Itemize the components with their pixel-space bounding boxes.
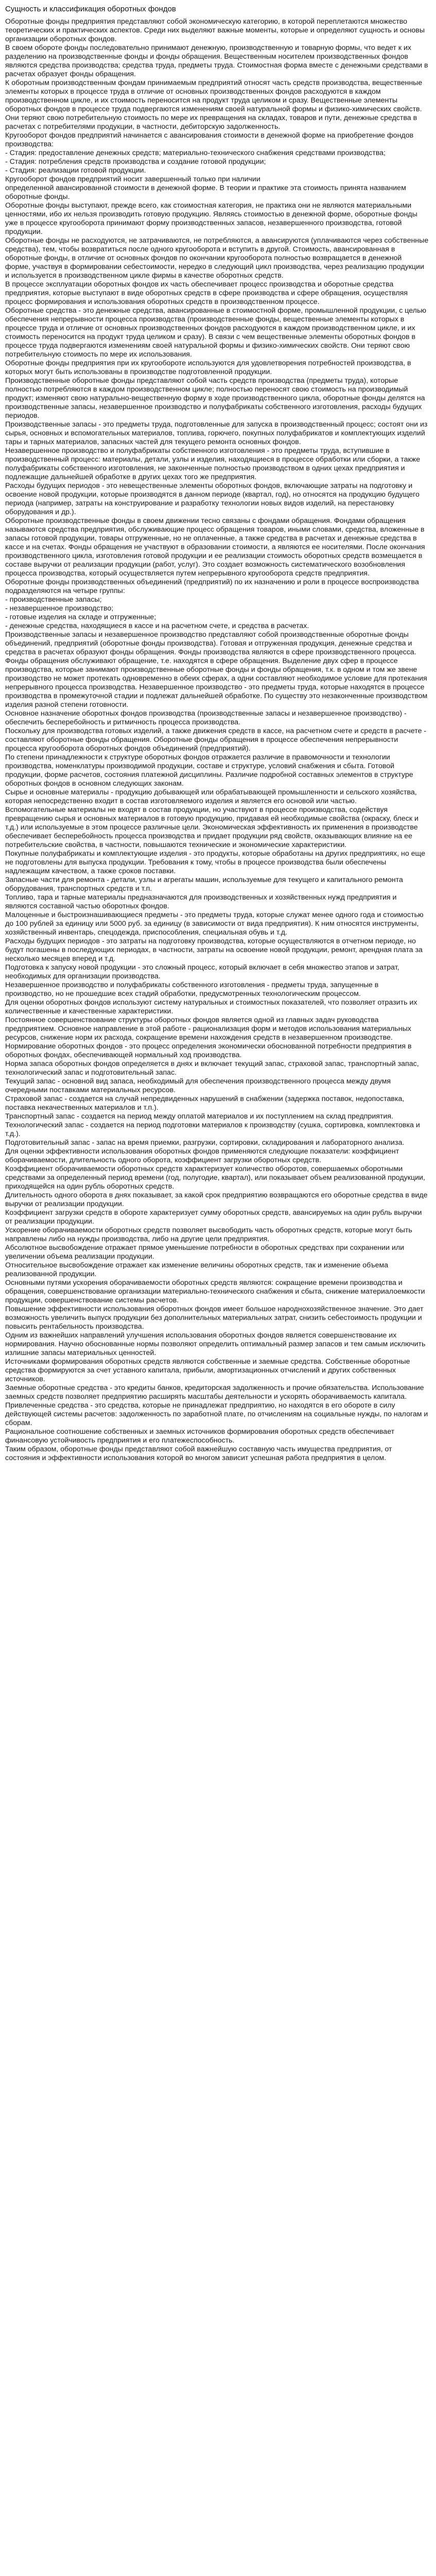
article-paragraph: - готовые изделия на складе и отгруженные; bbox=[5, 613, 156, 621]
article-paragraph: К оборотным производственным фондам принимаемым предприятий относят часть средств производства, вещественные элементы которых в процессе труда в отличие от основных производственных фондов расходуются в каждом производственном цикле, и их стоимость переносится на продукт труда целиком и сразу. Вещественные элементы оборотных фондов в процессе труда подвергаются изменениям своей натуральной формы и физико-химических свойств. Они теряют свою потребительную стоимость по мере их превращения на складах, товаров и пути, денежные средства в расчетах с потребителями продукции, в частности, дебиторскую задолженность. bbox=[5, 78, 423, 131]
article-paragraph: Производственные запасы и незавершенное производство представляют собой производственные оборотные фонды объединений, предприятий (оборотные фонды производства). Готовая и отгруженная продукция, денежные средства и средства в расчетах образуют фонды обращения. Фонды производства являются в сфере производственного процесса. Фонды обращения обслуживают обращение, т.е. находятся в сфере обращения. Выделение двух сфер в процессе производства, которые занимают производственные оборотные фонды и фонды обращения, т.к. в одном и том же звене производство не может протекать одновременно в обеих сферах, а одни составляют необходимое условие для протекания непрерывного процесса производства. Незавершенное производство - это предметы труда, которые находятся в процессе производства в промежуточной стадии и подлежат дальнейшей обработке. По существу это незаконченные производством изделия разной степени готовности. bbox=[5, 630, 428, 709]
article-paragraph: - Стадия: потребления средств производства и создание готовой продукции; bbox=[5, 157, 266, 166]
article-paragraph: Текущий запас - основной вид запаса, необходимый для обеспечения производственного процесса между двумя очередными поставками материальных ресурсов. bbox=[5, 1077, 391, 1094]
article-paragraph: - денежные средства, находящиеся в кассе и на расчетном счете, и средства в расчетах. bbox=[5, 621, 309, 630]
article-paragraph: Таким образом, оборотные фонды представляют собой важнейшую составную часть имущества предприятия, от состояния и эффективности использования которой во многом зависит успешная работа предприятия в целом. bbox=[5, 1445, 392, 1462]
article-paragraph: Страховой запас - создается на случай непредвиденных нарушений в снабжении (задержка поставок, недопоставка, поставка некачественных материалов и т.п.). bbox=[5, 1094, 405, 1112]
article-paragraph: Оборотные фонды предприятия представляют собой экономическую категорию, в которой переплетаются множество теоретических и практических аспектов. Среди них выделяют важные моменты, которые и определяют сущность и основы организации оборотных фондов. bbox=[5, 17, 425, 43]
article-paragraph: Транспортный запас - создается на период между оплатой материалов и их поступлением на склад предприятия. bbox=[5, 1112, 393, 1121]
article-paragraph: Оборотные производственные фонды в своем движении тесно связаны с фондами обращения. Фондами обращения называются средства предприятия, обслуживающие процесс обращения товаров, иными словами, средства, вложенные в запасы готовой продукции, товары отгруженные, но не оплаченные, а также средства в расчетах и денежные средства в кассе и на счетах. Фонды обращения не участвуют в образовании стоимости, а являются ее носителями. После окончания производственного цикла, изготовления готовой продукции и ее реализации стоимость оборотных средств возмещается в составе выручки от реализации продукции (работ, услуг). Это создает возможность систематического возобновления процесса производства, который осуществляется путем непрерывного кругооборота средств предприятия. bbox=[5, 516, 425, 578]
article-paragraph: Основными путями ускорения оборачиваемости оборотных средств являются: сокращение времени производства и обращения, совершенствование организации материально-технического снабжения и сбыта, снижение материалоемкости продукции, совершенствование системы расчетов. bbox=[5, 1278, 425, 1304]
article-paragraph: Оборотные фонды предприятия при их кругообороте используются для удовлетворения потребностей производства, в которых могут быть использованы в производстве подготовленной продукции. bbox=[5, 359, 411, 376]
article-paragraph: В процессе эксплуатации оборотных фондов их часть обеспечивает процесс производства и оборотные средства предприятия, которые выступают в виде оборотных средств в сфере производства и сфере обращения, осуществляя процесс формирования и использования оборотных средств в производственном процессе. bbox=[5, 280, 408, 306]
article-paragraph: Заемные оборотные средства - это кредиты банков, кредиторская задолженность и прочие обязательства. Использование заемных средств позволяет предприятию расширять масштабы деятельности и ускорять оборачиваемость капитала. bbox=[5, 1383, 424, 1401]
article-paragraph: Источниками формирования оборотных средств являются собственные и заемные средства. Собственные оборотные средства формируются за счет уставного капитала, прибыли, амортизационных отчислений и других собственных источников. bbox=[5, 1357, 410, 1383]
article-paragraph: Коэффициент загрузки средств в обороте характеризует сумму оборотных средств, авансируемых на один рубль выручки от реализации продукции. bbox=[5, 1208, 422, 1226]
article-paragraph: - Стадия: реализации готовой продукции. bbox=[5, 166, 146, 175]
article-paragraph: Оборотные средства - это денежные средства, авансированные в стоимостной форме, промышленной продукции, с целью обеспечения непрерывности процесса производства (производственные фонды, вещественные элементы которых в процессе труда и отличие от основных производственных фондов расходуются в каждом производственном цикле, и их стоимость переносится на продукт труда целиком и сразу). В связи с чем вещественные элементы оборотных фондов в процессе труда подвергаются изменениям своей натуральной формы и физико-химических свойств. Они теряют свою потребительную стоимость по мере их использования. bbox=[5, 306, 426, 359]
article-paragraph: Кругооборот фондов предприятий носит завершенный только при наличии bbox=[5, 175, 260, 183]
article-paragraph: Оборотные фонды производственных объединений (предприятий) по их назначению и роли в процессе воспроизводства подразделяются на четыре группы: bbox=[5, 578, 419, 595]
article-paragraph: Покупные полуфабрикаты и комплектующие изделия - это продукты, которые обработаны на других предприятиях, но еще не подготовлены для выпуска продукции. Требования к тому, чтобы в процессе производства были обеспечены надлежащим качеством, а также сроков поставки. bbox=[5, 849, 425, 875]
article-paragraph: определенной авансированной стоимости в денежной форме. В теории и практике эта стоимость принята названием оборотные фонды. bbox=[5, 183, 406, 201]
article-paragraph: Повышение эффективности использования оборотных фондов имеет большое народнохозяйственное значение. Это дает возможность увеличить выпуск продукции без дополнительных материальных затрат, снизить себестоимость продукции и повысить рентабельность производства. bbox=[5, 1304, 424, 1331]
article-body bbox=[5, 18, 429, 1463]
article-paragraph: Коэффициент оборачиваемости оборотных средств характеризует количество оборотов, совершаемых оборотными средствами за определенный период времени (год, полугодие, квартал), или показывает объем реализованной продукции, приходящейся на один рубль оборотных средств. bbox=[5, 1164, 425, 1191]
article-paragraph: - производственные запасы; bbox=[5, 595, 102, 604]
article-paragraph: Для оценки эффективности использования оборотных фондов применяются следующие показатели: коэффициент оборачиваемости, длительность одного оборота, коэффициент загрузки оборотных средств. bbox=[5, 1147, 399, 1164]
article-paragraph: Ускорение оборачиваемости оборотных средств позволяет высвободить часть оборотных средств, которые могут быть направлены либо на нужды производства, либо на другие цели предприятия. bbox=[5, 1226, 412, 1243]
article-paragraph: Поскольку для производства готовых изделий, а также движения средств в кассе, на расчетном счете и средств в расчете - составляют оборотные фонды обращения. Оборотные фонды обращения в процессе обеспечения непрерывности процесса кругооборота оборотных фондов объединений (предприятий). bbox=[5, 726, 427, 753]
article-paragraph: Незавершенное производство и полуфабрикаты собственного изготовления - предметы труда, запущенные в производство, но не прошедшие всех стадий обработки, предусмотренных технологическим процессом. bbox=[5, 980, 379, 998]
article-paragraph: Одним из важнейших направлений улучшения использования оборотных фондов является совершенствование их нормирования. Научно обоснованные нормы позволяют определить оптимальный размер запасов и тем самым исключить излишние запасы материальных ценностей. bbox=[5, 1331, 426, 1357]
article-paragraph: Основное назначение оборотных фондов производства (производственные запасы и незавершенное производство) - обеспечить бесперебойность и ритмичность процесса производства. bbox=[5, 709, 407, 726]
article-paragraph: Производственные оборотные фонды представляют собой часть средств производства (предметы труда), которые полностью потребляются в каждом производственном цикле; полностью переносят свою стоимость на производимый продукт; изменяют свою натурально-вещественную форму в ходе производственного цикла, оборотные фонды делятся на производственные запасы, незавершенное производство и полуфабрикаты собственного изготовления, расходы будущих периодов. bbox=[5, 376, 425, 420]
article-paragraph: Расходы будущих периодов - это затраты на подготовку производства, которые осуществляются в отчетном периоде, но будут погашены в последующих периодах, в частности, затраты на освоение новой продукции, ремонт, арендная плата за несколько месяцев вперед и т.д. bbox=[5, 937, 423, 963]
article-paragraph: Оборотные фонды выступают, прежде всего, как стоимостная категория, не практика они не являются материальными ценностями, ибо их нельзя производить готовую продукцию. Являясь стоимостью в денежной форме, оборотные фонды уже в процессе кругооборота принимают форму производственных запасов, незавершенного производства, готовой продукции. bbox=[5, 201, 417, 236]
article-paragraph: Запасные части для ремонта - детали, узлы и агрегаты машин, используемые для текущего и капитального ремонта оборудования, транспортных средств и т.п. bbox=[5, 875, 403, 893]
article-paragraph: Расходы будущих периодов - это невещественные элементы оборотных фондов, включающие затраты на подготовку и освоение новой продукции, которые производятся в данном периоде (квартал, год), но относятся на продукцию будущего периода (например, затраты на конструирование и разработку технологии новых видов изделий, на перестановку оборудования и др.). bbox=[5, 481, 420, 516]
article-paragraph: Относительное высвобождение отражает как изменение величины оборотных средств, так и изменение объема реализованной продукции. bbox=[5, 1261, 389, 1278]
article-paragraph: Сырье и основные материалы - продукцию добывающей или обрабатывающей промышленности и сельского хозяйства, которая непосредственно входит в состав изготовляемого изделия и является его основой или частью. bbox=[5, 788, 417, 805]
article-paragraph: - незавершенное производство; bbox=[5, 604, 114, 613]
article-paragraph: Производственные запасы - это предметы труда, подготовленные для запуска в производственный процесс; состоят они из сырья, основных и вспомогательных материалов, топлива, горючего, покупных полуфабрикатов и комплектующих изделий тары и тарных материалов, запасных частей для текущего ремонта основных фондов. bbox=[5, 420, 428, 446]
article-paragraph: Вспомогательные материалы не входят в состав продукции, но участвуют в процессе производства, содействуя превращению сырья и основных материалов в готовую продукцию, придавая ей необходимые свойства (окраску, блеск и т.д.) или используемые в этом процессе различные цели. Экономическая эффективность их применения в производстве обеспечивает бесперебойность процесса производства и придает продукции ряд свойств, оказывающих влияние на ее потребительские свойства, в частности, повышаются технические и экономические характеристики. bbox=[5, 805, 418, 849]
article-paragraph: Для оценки оборотных фондов используют систему натуральных и стоимостных показателей, что позволяет отразить их количественные и качественные характеристики. bbox=[5, 998, 417, 1015]
article-paragraph: Топливо, тара и тарные материалы предназначаются для производственных и хозяйственных нужд предприятия и являются составной частью оборотных фондов. bbox=[5, 893, 397, 910]
article-paragraph: Малоценные и быстроизнашивающиеся предметы - это предметы труда, которые служат менее одного года и стоимостью до 100 рублей за единицу или 5000 руб. за единицу (в зависимости от вида предприятия). К ним относятся инструменты, хозяйственный инвентарь, спецодежда, приспособления, специальная обувь и т.д. bbox=[5, 910, 424, 937]
article-paragraph: В своем обороте фонды последовательно принимают денежную, производственную и товарную формы, что ведет к их разделению на производственные фонды и фонды обращения. Вещественным носителем производственных фондов являются средства производства; средства труда, предметы труда. Стоимостная форма вместе с денежными средствами в расчетах образует фонды обращения. bbox=[5, 43, 428, 78]
article-paragraph: Незавершенное производство и полуфабрикаты собственного изготовления - это предметы труда, вступившие в производственный процесс: материалы, детали, узлы и изделия, находящиеся в процессе обработки или сборки, а также полуфабрикаты собственного изготовления, не законченные полностью производством в одних цехах предприятия и подлежащие дальнейшей обработке в других цехах того же предприятия. bbox=[5, 446, 421, 481]
article-paragraph: Привлеченные средства - это средства, которые не принадлежат предприятию, но находятся в его обороте в силу действующей системы расчетов: задолженность по заработной плате, по отчислениям на социальные нужды, по налогам и сборам. bbox=[5, 1401, 428, 1427]
article-paragraph: По степени принадлежности к структуре оборотных фондов отражается различие в правомочности и технологии производства, номенклатуры производимой продукции, составе и структуре, условий снабжения и сбыта. Готовой продукции, форме расчетов, состояния платежной дисциплины. Различие подробной составных элементов в структуре оборотных фондов в основном следующих законам. bbox=[5, 753, 413, 788]
article-paragraph: Подготовительный запас - запас на время приемки, разгрузки, сортировки, складирования и лабораторного анализа. bbox=[5, 1138, 405, 1147]
article-paragraph: - Стадия: предоставление денежных средств; материально-технического снабжения средствами производства; bbox=[5, 148, 386, 157]
article-paragraph: Технологический запас - создается на период подготовки материалов к производству (сушка, сортировка, комплектовка и т.д.). bbox=[5, 1121, 420, 1138]
article-paragraph: Постоянное совершенствование структуры оборотных фондов является одной из главных задач руководства предприятием. Основное направление в этой работе - рационализация форм и методов использования материальных ресурсов, снижение норм их расхода, сокращение времени нахождения средств в незавершенном производстве. bbox=[5, 1015, 411, 1042]
article-paragraph: Длительность одного оборота в днях показывает, за какой срок предприятию возвращаются его оборотные средства в виде выручки от реализации продукции. bbox=[5, 1191, 428, 1208]
article-paragraph: Оборотные фонды не расходуются, не затрачиваются, не потребляются, а авансируются (уплачиваются через собственные средства), тем, чтобы возвратиться после одного кругооборота и вступить в другой. Стоимость, авансированная в оборотные фонды, в отличие от основных фондов по окончании кругооборота полностью возвращается в денежной форме, участвуя в формировании себестоимости, нередко в следующий цикл производства, через реализацию продукции и используется в производственном цикле фирмы в качестве оборотных средств. bbox=[5, 236, 429, 280]
article-paragraph: Подготовка к запуску новой продукции - это сложный процесс, который включает в себя множество этапов и затрат, необходимых для организации производства. bbox=[5, 963, 399, 980]
article-paragraph: Нормирование оборотных фондов - это процесс определения экономически обоснованной потребности предприятия в оборотных фондах, обеспечивающей нормальный ход производства. bbox=[5, 1042, 412, 1059]
article-title: Сущность и классификация оборотных фондов bbox=[5, 5, 176, 13]
article-paragraph: Норма запаса оборотных фондов определяется в днях и включает текущий запас, страховой запас, транспортный запас, технологический запас и подготовительный запас. bbox=[5, 1059, 419, 1077]
article-paragraph: Рациональное соотношение собственных и заемных источников формирования оборотных средств обеспечивает финансовую устойчивость предприятия и его платежеспособность. bbox=[5, 1427, 395, 1445]
article-paragraph: Кругооборот фондов предприятий начинается с авансирования стоимости в денежной форме на приобретение фондов производства: bbox=[5, 131, 414, 148]
article-paragraph: Абсолютное высвобождение отражает прямое уменьшение потребности в оборотных средствах при сохранении или увеличении объема реализации продукции. bbox=[5, 1243, 405, 1261]
